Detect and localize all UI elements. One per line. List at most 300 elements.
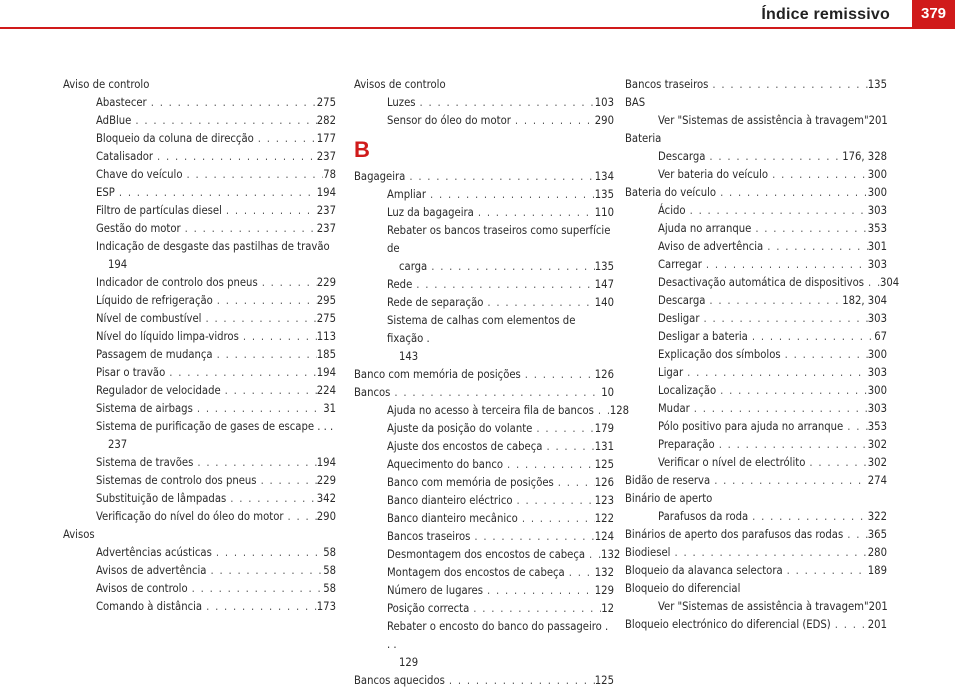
leader-dots [182,166,323,184]
index-column-2 [354,76,630,690]
leader-dots [768,166,868,184]
entry-page: 201 [868,600,888,613]
index-subentry [625,400,887,418]
leader-dots [748,508,868,526]
entry-page: 353 [867,420,887,433]
entry-label: Indicador de controlo dos pneus [96,276,258,289]
page-number-badge: 379 [912,0,955,29]
leader-dots [705,148,842,166]
index-entry [354,384,614,402]
entry-line [354,564,614,582]
entry-page: 300 [867,168,887,181]
index-subentry [63,328,336,346]
leader-dots [483,294,594,312]
leader-dots [193,454,316,472]
entry-label: Montagem dos encostos de cabeça [387,566,565,579]
leader-dots [202,598,317,616]
leader-dots [283,508,316,526]
index-entry [625,184,887,202]
entry-label: Desligar a bateria [658,330,748,343]
entry-label: Banco com memória de posições [387,476,554,489]
entry-page: 237 [316,204,336,217]
leader-dots [751,220,867,238]
entry-page: 125 [594,458,614,471]
index-subentry [63,364,336,382]
entry-label: Rede [387,278,413,291]
index-subentry [63,220,336,238]
entry-page: 135 [594,188,614,201]
entry-line [354,528,614,546]
entry-line [354,582,614,600]
entry-label: Passagem de mudança [96,348,213,361]
entry-line [63,274,336,292]
index-subentry [625,328,887,346]
index-entry [625,94,887,112]
leader-dots [702,256,868,274]
index-subentry [63,400,336,418]
entry-page: 237 [316,150,336,163]
leader-dots [783,562,868,580]
entry-wrap [354,312,614,366]
index-subentry [63,274,336,292]
leader-dots [258,274,317,292]
entry-page: 125 [594,674,614,687]
index-subentry [354,222,614,276]
entry-line [63,148,336,166]
index-subentry [625,238,887,256]
section-letter: B [354,137,370,162]
entry-label: Número de lugares [387,584,483,597]
entry-line [625,148,887,166]
header-rule [0,27,912,29]
index-subentry [63,130,336,148]
leader-dots [213,292,317,310]
entry-line [625,220,887,238]
leader-dots [716,184,868,202]
index-subentry [625,292,887,310]
index-subentry [354,402,630,420]
leader-dots [206,562,323,580]
entry-line [625,328,887,346]
index-entry [625,130,887,148]
entry-label: Banco com memória de posições [354,368,521,381]
entry-line [63,112,336,130]
index-subentry [625,382,887,400]
entry-label: Bancos [354,386,391,399]
leader-dots [405,168,594,186]
entry-label: Rebater o encosto do banco do passageiro . . . [387,620,609,651]
entry-label: Verificação do nível do óleo do motor [96,510,284,523]
entry-page: 134 [594,170,614,183]
entry-line [625,472,887,490]
index-subentry [354,204,614,222]
entry-page: 290 [316,510,336,523]
leader-dots [222,202,317,220]
entry-page: 126 [594,476,614,489]
index-subentry [625,418,887,436]
index-subentry [63,544,336,562]
entry-line [63,328,336,346]
entry-page: 12 [601,602,614,615]
index-subentry [625,508,887,526]
index-subentry [63,292,336,310]
entry-label: Binários de aperto dos parafusos das rodas [625,528,844,541]
entry-line [625,310,887,328]
index-column-1 [63,76,336,616]
entry-line [63,454,336,472]
index-subentry [625,112,887,130]
entry-line [63,310,336,328]
leader-dots [843,526,868,544]
index-subentry [625,148,887,166]
index-subentry [354,186,614,204]
entry-page: 303 [867,204,887,217]
page-title: Índice remissivo [761,6,890,23]
leader-dots [239,328,317,346]
entry-line [625,454,887,472]
index-entry [625,76,887,94]
entry-label: Líquido de refrigeração [96,294,213,307]
entry-page: 275 [316,312,336,325]
index-subentry [63,382,336,400]
index-entry [625,616,887,634]
index-subentry [625,454,887,472]
index-subentry [625,310,887,328]
leader-dots [594,402,610,420]
entry-page: 342 [316,492,336,505]
entry-page: 103 [594,96,614,109]
entry-line [354,546,621,564]
entry-label: ESP [96,186,115,199]
entry-line [63,346,336,364]
entry-page: 300 [867,186,887,199]
index-subentry [63,580,336,598]
index-subentry [63,148,336,166]
leader-dots [181,220,317,238]
entry-page: 302 [867,438,887,451]
entry-label: Gestão do motor [96,222,181,235]
entry-label: Desmontagem dos encostos de cabeça [387,548,586,561]
leader-dots [390,384,601,402]
index-entry [63,76,336,94]
entry-label: Binário de aperto [625,492,713,505]
entry-page: 194 [316,186,336,199]
leader-dots [469,600,601,618]
entry-page: 302 [867,456,887,469]
leader-dots [518,510,595,528]
entry-line [63,220,336,238]
entry-line [354,672,614,690]
entry-line [63,166,336,184]
entry-page: 67 [874,330,887,343]
entry-label: Ajuste da posição do volante [387,422,533,435]
entry-line [354,384,614,402]
entry-label: Comando à distância [96,600,203,613]
leader-dots [257,472,317,490]
entry-line [63,364,336,382]
entry-line [625,130,887,148]
entry-line [625,598,887,616]
entry-label: Luz da bagageira [387,206,474,219]
entry-label: Sistema de airbags [96,402,193,415]
entry-line [354,294,614,312]
entry-page: 201 [868,114,888,127]
index-subentry [354,510,614,528]
entry-line [625,256,887,274]
entry-line [63,562,336,580]
index-entry [625,472,887,490]
index-subentry [354,112,614,130]
entry-label: Ver "Sistemas de assistência à travagem" [658,114,869,127]
entry-wrap [63,418,336,454]
entry-page: 129 [399,656,419,669]
index-entry [354,76,614,94]
entry-label: Bloqueio electrónico do diferencial (EDS) [625,618,831,631]
index-subentry [63,112,336,130]
index-subentry [354,618,614,672]
index-subentry [63,346,336,364]
leader-dots [147,94,317,112]
entry-page: 122 [594,512,614,525]
leader-dots [585,546,601,564]
leader-dots [153,148,317,166]
entry-line [625,544,887,562]
index-subentry [625,202,887,220]
entry-line [63,130,336,148]
entry-line [63,544,336,562]
entry-page: 143 [399,350,419,363]
entry-page: 304 [879,276,900,289]
entry-page: 78 [323,168,336,181]
leader-dots [511,112,595,130]
entry-page: 237 [108,438,128,451]
entry-page: 173 [316,600,336,613]
entry-label: Filtro de partículas diesel [96,204,222,217]
index-entry [354,366,614,384]
index-subentry [625,274,900,292]
entry-line [63,292,336,310]
entry-line [63,472,336,490]
index-subentry [354,582,614,600]
entry-page: 301 [867,240,887,253]
entry-page: 10 [601,386,614,399]
entry-label: Aviso de advertência [658,240,764,253]
entry-label: Avisos de controlo [354,78,446,91]
entry-page: 300 [867,384,887,397]
entry-page: 132 [594,566,614,579]
index-entry [625,544,887,562]
entry-label: Verificar o nível de electrólito [658,456,806,469]
leader-dots [542,438,594,456]
index-entry [354,168,614,186]
entry-continuation [387,348,614,366]
leader-dots [805,454,867,472]
index-subentry [354,420,614,438]
index-subentry [63,490,336,508]
entry-wrap [63,238,336,274]
entry-line [625,202,887,220]
entry-label: Preparação [658,438,715,451]
entry-line [354,474,614,492]
entry-line [625,166,887,184]
index-subentry [354,564,614,582]
leader-dots [213,346,317,364]
entry-page: 126 [594,368,614,381]
index-subentry [63,202,336,220]
entry-page: 135 [594,260,614,273]
entry-line [354,438,614,456]
entry-page: 229 [316,474,336,487]
index-subentry [63,238,336,274]
leader-dots [212,544,323,562]
entry-label: BAS [625,96,646,109]
entry-label: Banco dianteiro eléctrico [387,494,513,507]
index-subentry [625,166,887,184]
entry-label: Bateria do veículo [625,186,717,199]
leader-dots [683,364,868,382]
entry-line [354,76,614,94]
entry-label: Sistemas de controlo dos pneus [96,474,257,487]
index-subentry [354,438,614,456]
entry-page: 182, 304 [842,294,887,307]
entry-label: Aviso de controlo [63,78,150,91]
entry-page: 147 [594,278,614,291]
entry-line [625,184,887,202]
entry-label: Parafusos da roda [658,510,749,523]
entry-page: 177 [316,132,336,145]
entry-line [354,168,614,186]
entry-label: Bancos traseiros [625,78,709,91]
leader-dots [445,672,595,690]
leader-dots [554,474,595,492]
entry-label: Abastecer [96,96,147,109]
index-entry [63,526,336,544]
entry-page: 290 [594,114,614,127]
index-entry [625,526,887,544]
entry-line [625,238,887,256]
entry-line [354,456,614,474]
entry-label: AdBlue [96,114,132,127]
entry-line [63,94,336,112]
index-subentry [625,598,887,616]
index-subentry [354,546,621,564]
entry-label: Ampliar [387,188,426,201]
entry-page: 131 [594,440,614,453]
entry-line [63,526,336,544]
index-subentry [625,256,887,274]
entry-label: Aquecimento do banco [387,458,504,471]
entry-line [625,562,887,580]
entry-label: Pólo positivo para ajuda no arranque [658,420,844,433]
entry-line [625,580,887,598]
leader-dots [412,276,595,294]
entry-label: Desactivação automática de dispositivos [658,276,864,289]
entry-label: Banco dianteiro mecânico [387,512,518,525]
entry-page: 58 [323,582,336,595]
entry-line [625,76,887,94]
entry-page: 201 [867,618,887,631]
entry-page: 176, 328 [842,150,887,163]
entry-label: Mudar [658,402,690,415]
entry-line [625,490,887,508]
entry-line [625,508,887,526]
leader-dots [131,112,316,130]
entry-label: Nível de combustível [96,312,202,325]
entry-label: Localização [658,384,717,397]
entry-label: Sensor do óleo do motor [387,114,511,127]
entry-page: 365 [867,528,887,541]
index-subentry [354,600,614,618]
entry-line [625,112,887,130]
leader-dots [705,292,842,310]
entry-label-cont: carga [399,260,428,273]
entry-label: Ligar [658,366,684,379]
entry-label: Descarga [658,294,706,307]
entry-page: 237 [316,222,336,235]
entry-wrap [354,618,614,672]
entry-line [625,274,900,292]
entry-page: 123 [594,494,614,507]
leader-dots [193,400,323,418]
entry-label: Ver bateria do veículo [658,168,769,181]
leader-dots [521,366,595,384]
entry-line [625,418,887,436]
entry-line [625,526,887,544]
leader-dots [513,492,595,510]
entry-page: 128 [609,404,630,417]
entry-page: 194 [108,258,128,271]
leader-dots [708,76,867,94]
index-subentry [354,276,614,294]
entry-label: Bateria [625,132,662,145]
entry-line [354,402,630,420]
entry-page: 300 [867,348,887,361]
entry-label: Pisar o travão [96,366,166,379]
index-subentry [63,508,336,526]
entry-line [63,184,336,202]
entry-line [625,382,887,400]
index-subentry [63,166,336,184]
entry-page: 275 [316,96,336,109]
entry-line [354,420,614,438]
entry-line [63,580,336,598]
entry-line [63,508,336,526]
entry-label: Avisos de advertência [96,564,207,577]
entry-label: Ácido [658,204,686,217]
entry-line [625,346,887,364]
entry-page: 303 [867,402,887,415]
entry-page: 194 [316,456,336,469]
entry-page: 31 [323,402,336,415]
entry-page: 353 [867,222,887,235]
entry-label: Ajuda no arranque [658,222,752,235]
entry-line [354,186,614,204]
index-subentry [354,474,614,492]
entry-label: Chave do veículo [96,168,183,181]
index-subentry [63,598,336,616]
leader-dots [221,382,317,400]
leader-dots [690,400,868,418]
entry-line [63,382,336,400]
entry-line [625,94,887,112]
entry-page: 124 [594,530,614,543]
leader-dots [254,130,317,148]
leader-dots [115,184,317,202]
entry-label: Ajuste dos encostos de cabeça [387,440,543,453]
index-subentry [354,456,614,474]
entry-page: 132 [601,548,621,561]
entry-label: Rebater os bancos traseiros como superfície de [387,224,611,255]
